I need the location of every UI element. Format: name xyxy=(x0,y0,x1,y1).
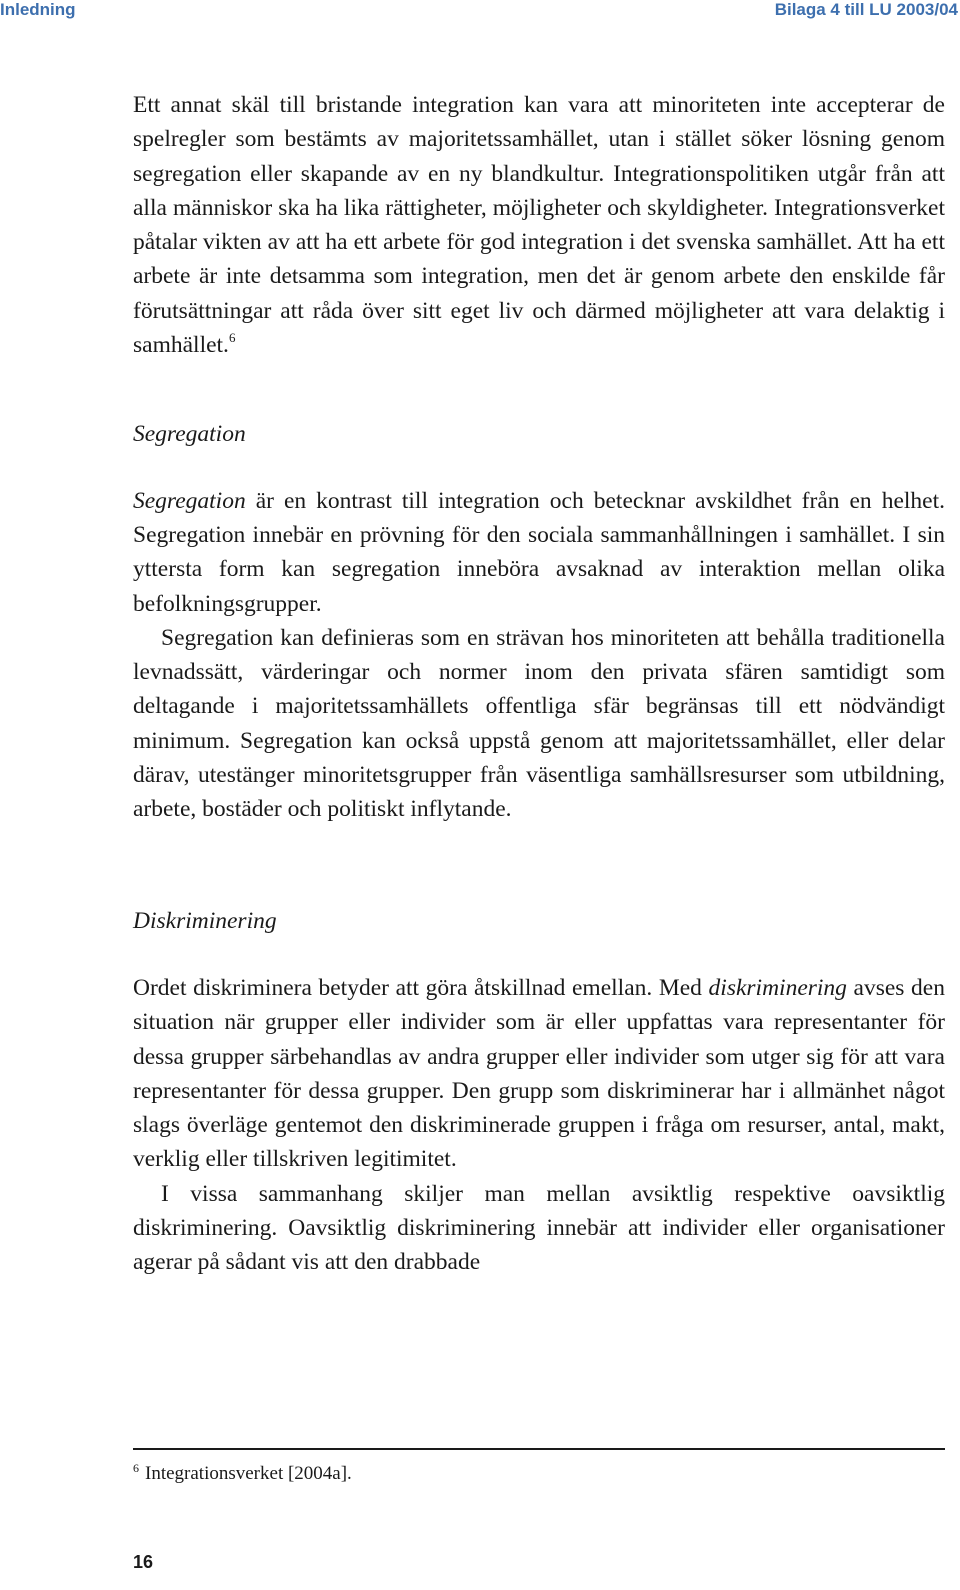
paragraph xyxy=(133,484,945,621)
footnote-number: 6 xyxy=(133,1461,139,1475)
paragraph xyxy=(133,971,945,1177)
paragraph-text: Ett annat skäl till bristande integration kan vara att minoriteten inte accepterar de spelregler som bestämts av majoritetssamhället, utan i stället söker lösning genom segregation eller skapande av en ny blandkultur. Integrationspolitiken utgår från att alla människor ska ha lika rättigheter, möjligheter och skyldigheter. Integrationsverket påtalar vikten av att ha ett arbete för god integration i det svenska samhället. Att ha ett arbete är inte detsamma som integration, men det är genom arbete den enskilde får förutsättningar att råda över sitt eget liv och därmed möjligheter att vara delaktig i samhället. xyxy=(133,92,945,359)
page-number: 16 xyxy=(133,1552,154,1572)
section-heading-diskriminering: Diskriminering xyxy=(133,907,277,934)
footnote xyxy=(133,1462,352,1486)
footnote-reference[interactable]: 6 xyxy=(228,330,236,346)
paragraph xyxy=(133,88,945,362)
paragraph-text: Ordet diskriminera betyder att göra åtskillnad emellan. Med xyxy=(133,974,709,1001)
document-body xyxy=(133,88,945,1280)
running-header xyxy=(0,0,960,26)
header-section-title: Inledning xyxy=(0,0,76,19)
paragraph: Segregation kan definieras som en strävan hos minoriteten att behålla traditionella levnadssätt, värderingar och normer inom den privata sfären samtidigt som deltagande i majoritetssamhällets offentliga sfär begränsas till ett nödvändigt minimum. Segregation kan också uppstå genom att majoritetssamhället, eller delar därav, utestänger minoritetsgrupper från väsentliga samhällsresurser som utbildning, arbete, bostäder och politiskt inflytande. xyxy=(133,624,945,823)
header-document-reference: Bilaga 4 till LU 2003/04 xyxy=(774,0,958,19)
footnote-divider xyxy=(133,1448,945,1450)
paragraph-text: är en kontrast till integration och betecknar avskildhet från en helhet. Segregation innebär en prövning för den sociala sammanhållningen i samhället. I sin yttersta form kan segregation inneböra avsaknad av interaktion mellan olika befolkningsgrupper. xyxy=(133,487,945,617)
italic-term: Segregation xyxy=(133,487,246,514)
paragraph-text: avses den situation när grupper eller individer som är eller uppfattas vara representanter för dessa grupper särbehandlas av andra grupper eller individer som utger sig för att vara representanter för dessa grupper. Den grupp som diskriminerar har i allmänhet något slags överläge gentemot den diskriminerade gruppen i fråga om resurser, antal, makt, verklig eller tillskriven legitimitet. xyxy=(133,974,945,1173)
italic-term: diskriminering xyxy=(708,974,847,1001)
footnote-text: Integrationsverket [2004a]. xyxy=(145,1463,352,1484)
paragraph: I vissa sammanhang skiljer man mellan avsiktlig respektive oavsiktlig diskriminering. Oavsiktlig diskriminering innebär att individer eller organisationer agerar på sådant vis att den drabbade xyxy=(133,1180,945,1276)
section-heading-segregation: Segregation xyxy=(133,421,246,448)
